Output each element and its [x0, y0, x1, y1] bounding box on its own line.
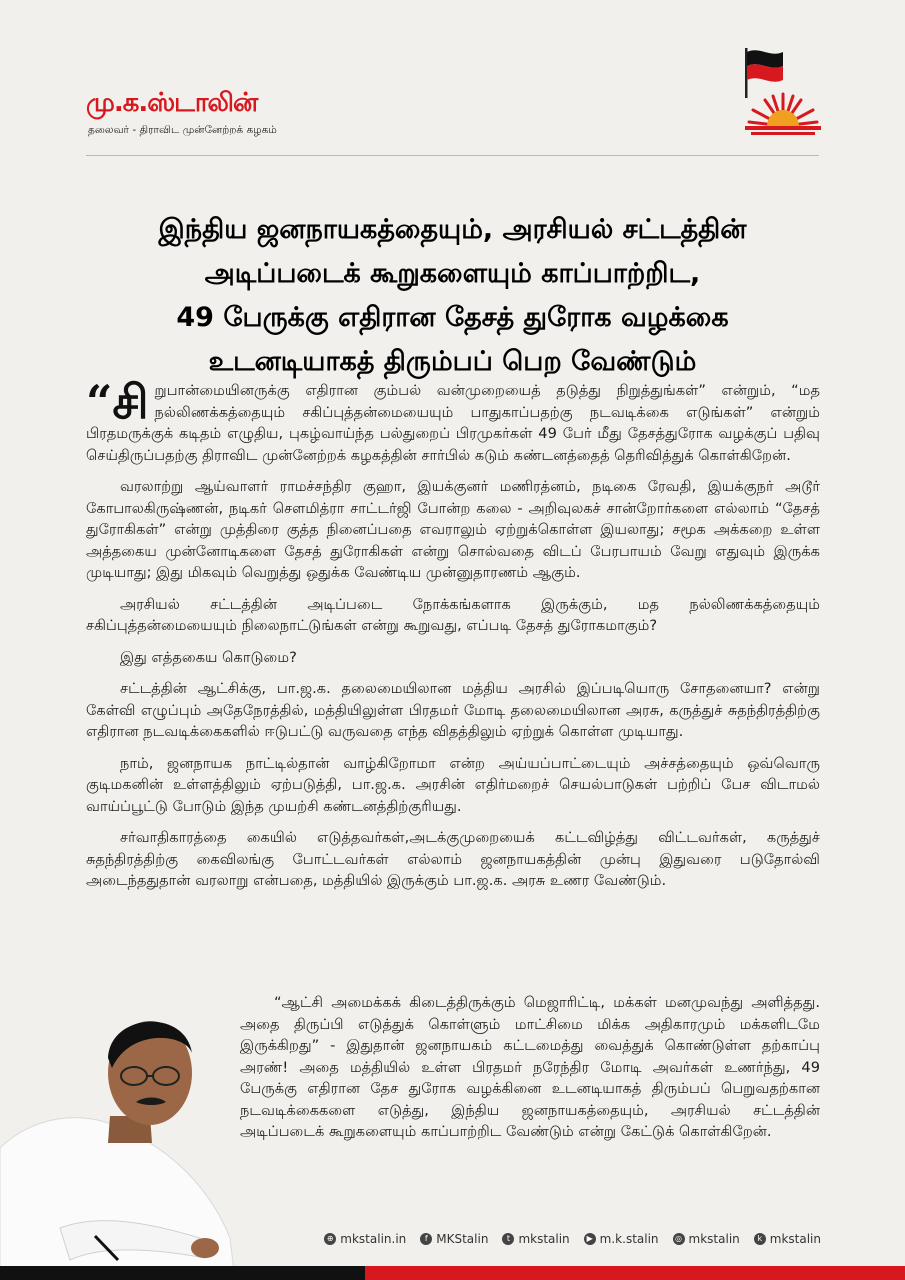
paragraph-1-text: றுபான்மையினருக்கு எதிரான கும்பல் வன்முறையைத் தடுத்து நிறுத்துங்கள்” என்றும், “மத நல்லிணக்கத்தையும் சகிப்புத்தன்மையையும் பாதுகாப்பதற்கு நடவடிக்கை எடுங்கள்” என்றும் பிரதமருக்குக் கடிதம் எழுதிய, புகழ்வாய்ந்த பல்துறைப் பிரமுகர்கள் 49 பேர் மீது தேசத்துரோக வழக்குப் பதிவு செய்திருப்பதற்கு திராவிட முன்னேற்றக் கழகத்தின் சார்பில் கடும் கண்டனத்தைத் தெரிவித்துக் கொள்கிறேன். — [86, 382, 820, 464]
social-links — [324, 1232, 821, 1246]
footer-color-bar — [0, 1266, 905, 1280]
paragraph-4: இது எத்தகைய கொடுமை? — [120, 648, 297, 666]
paragraph-3: அரசியல் சட்டத்தின் அடிப்படை நோக்கங்களாக இருக்கும், மத நல்லிணக்கத்தையும் சகிப்புத்தன்மையையும் நிலைநாட்டுங்கள் என்று கூறுவது, எப்படி தேசத் துரோகமாகும்? — [86, 595, 820, 634]
headline-line: உடனடியாகத் திரும்பப் பெற வேண்டும் — [208, 346, 697, 377]
header-name: மு.க.ஸ்டாலின் — [86, 88, 258, 118]
header-divider — [86, 155, 819, 156]
headline-line: இந்திய ஜனநாயகத்தையும், அரசியல் சட்டத்தின் — [158, 214, 747, 245]
paragraph-8: “ஆட்சி அமைக்கக் கிடைத்திருக்கும் மெஜாரிட்டி, மக்கள் மனமுவந்து அளித்தது. அதை திருப்பி எடுத்துக் கொள்ளும் மாட்சிமை மிக்க அதிகாரமும் மக்களிடமே இருக்கிறது” - இதுதான் ஜனநாயகம் கட்டமைத்து வைத்துக் கொண்டுள்ள தற்காப்பு அரண்! அதை மத்தியில் உள்ள பிரதமர் நரேந்திர மோடி அவர்கள் உணர்ந்து, 49 பேருக்கு எதிரான தேச துரோக வழக்கினை உடனடியாகத் திரும்பப் பெறுவதற்கான நடவடிக்கைகளை எடுத்து, இந்திய ஜனநாயகத்தையும், அரசியல் சட்டத்தின் அடிப்படைக் கூறுகளையும் காப்பாற்றிட வேண்டும் என்று கேட்டுக் கொள்கிறேன். — [240, 994, 820, 1140]
twitter-icon: t — [502, 1233, 514, 1245]
drop-cap: “சி — [86, 375, 149, 429]
paragraph-6: நாம், ஜனநாயக நாட்டில்தான் வாழ்கிறோமா என்ற அய்யப்பாட்டையும் அச்சத்தையும் ஒவ்வொரு குடிமகனின் உள்ளத்திலும் ஏற்படுத்தி, பா.ஜ.க. அரசின் எதிர்மறைச் செயல்பாடுகள் பற்றிப் பேச விடாமல் வாய்ப்பூட்டு போடும் இந்த முயற்சி கண்டனத்திற்குரியது. — [86, 754, 820, 815]
statement-body — [86, 375, 820, 902]
paragraph-1 — [86, 375, 820, 466]
facebook-icon: f — [420, 1233, 432, 1245]
paragraph-7: சர்வாதிகாரத்தை கையில் எடுத்தவர்கள்,அடக்குமுறையைக் கட்டவிழ்த்து விட்டவர்கள், கருத்துச் சுதந்திரத்திற்கு கைவிலங்கு போட்டவர்கள் எல்லாம் ஜனநாயகத்தின் முன்பு இதுவரை படுதோல்வி அடைந்ததுதான் வரலாறு என்பதை, மத்தியில் இருக்கும் பா.ஜ.க. அரசு உணர வேண்டும். — [86, 829, 820, 889]
party-flag-rising-sun-logo — [735, 44, 825, 136]
footer-bar-black — [0, 1266, 365, 1280]
globe-icon: ⊕ — [324, 1233, 336, 1245]
social-link-instagram[interactable]: ◎ mkstalin — [673, 1232, 740, 1246]
paragraph-5: சட்டத்தின் ஆட்சிக்கு, பா.ஜ.க. தலைமையிலான மத்திய அரசில் இப்படியொரு சோதனையா? என்று கேள்வி எழுப்பும் அதேநேரத்தில், மத்தியிலுள்ள பிரதமர் மோடி தலைமையிலான அரசு, கருத்துச் சுதந்திரத்திற்கு எதிரான நடவடிக்கைகளில் ஈடுபட்டு வருவதை எந்த விதத்திலும் ஏற்றுக் கொள்ள முடியாது. — [86, 680, 820, 740]
social-link-koo[interactable]: k mkstalin — [754, 1232, 821, 1246]
social-link-twitter[interactable]: t mkstalin — [502, 1232, 569, 1246]
social-link-youtube[interactable]: ▶ m.k.stalin — [584, 1232, 659, 1246]
social-link-website[interactable]: ⊕ mkstalin.in — [324, 1232, 406, 1246]
headline — [60, 208, 845, 384]
headline-line: அடிப்படைக் கூறுகளையும் காப்பாற்றிட, — [204, 258, 701, 289]
footer-bar-red — [365, 1266, 905, 1280]
leader-portrait-photo — [0, 998, 245, 1280]
paragraph-2: வரலாற்று ஆய்வாளர் ராமச்சந்திர குஹா, இயக்குனர் மணிரத்னம், நடிகை ரேவதி, இயக்குநர் அடூர் கோபாலகிருஷ்ணன், நடிகர் சௌமித்ரா சாட்டர்ஜி போன்ற கலை - அறிவுலகச் சான்றோர்களை எல்லாம் “தேசத் துரோகிகள்” என்று முத்திரை குத்த நினைப்பதை எவராலும் ஏற்றுக்கொள்ள இயலாது; சமூக அக்கறை உள்ள அத்தகைய முன்னோடிகளை தேசத் துரோகிகள் என்று சொல்வதை விடப் பேரபாயம் வேறு எதுவும் இருக்க முடியாது; இது மிகவும் வெறுத்து ஒதுக்க வேண்டிய முன்னுதாரணம் ஆகும். — [86, 478, 820, 581]
social-link-facebook[interactable]: f MKStalin — [420, 1232, 488, 1246]
youtube-icon: ▶ — [584, 1233, 596, 1245]
headline-line: 49 பேருக்கு எதிரான தேசத் துரோக வழக்கை — [176, 302, 729, 333]
instagram-icon: ◎ — [673, 1233, 685, 1245]
header-subtitle: தலைவர் - திராவிட முன்னேற்றக் கழகம் — [88, 124, 277, 136]
koo-icon: k — [754, 1233, 766, 1245]
